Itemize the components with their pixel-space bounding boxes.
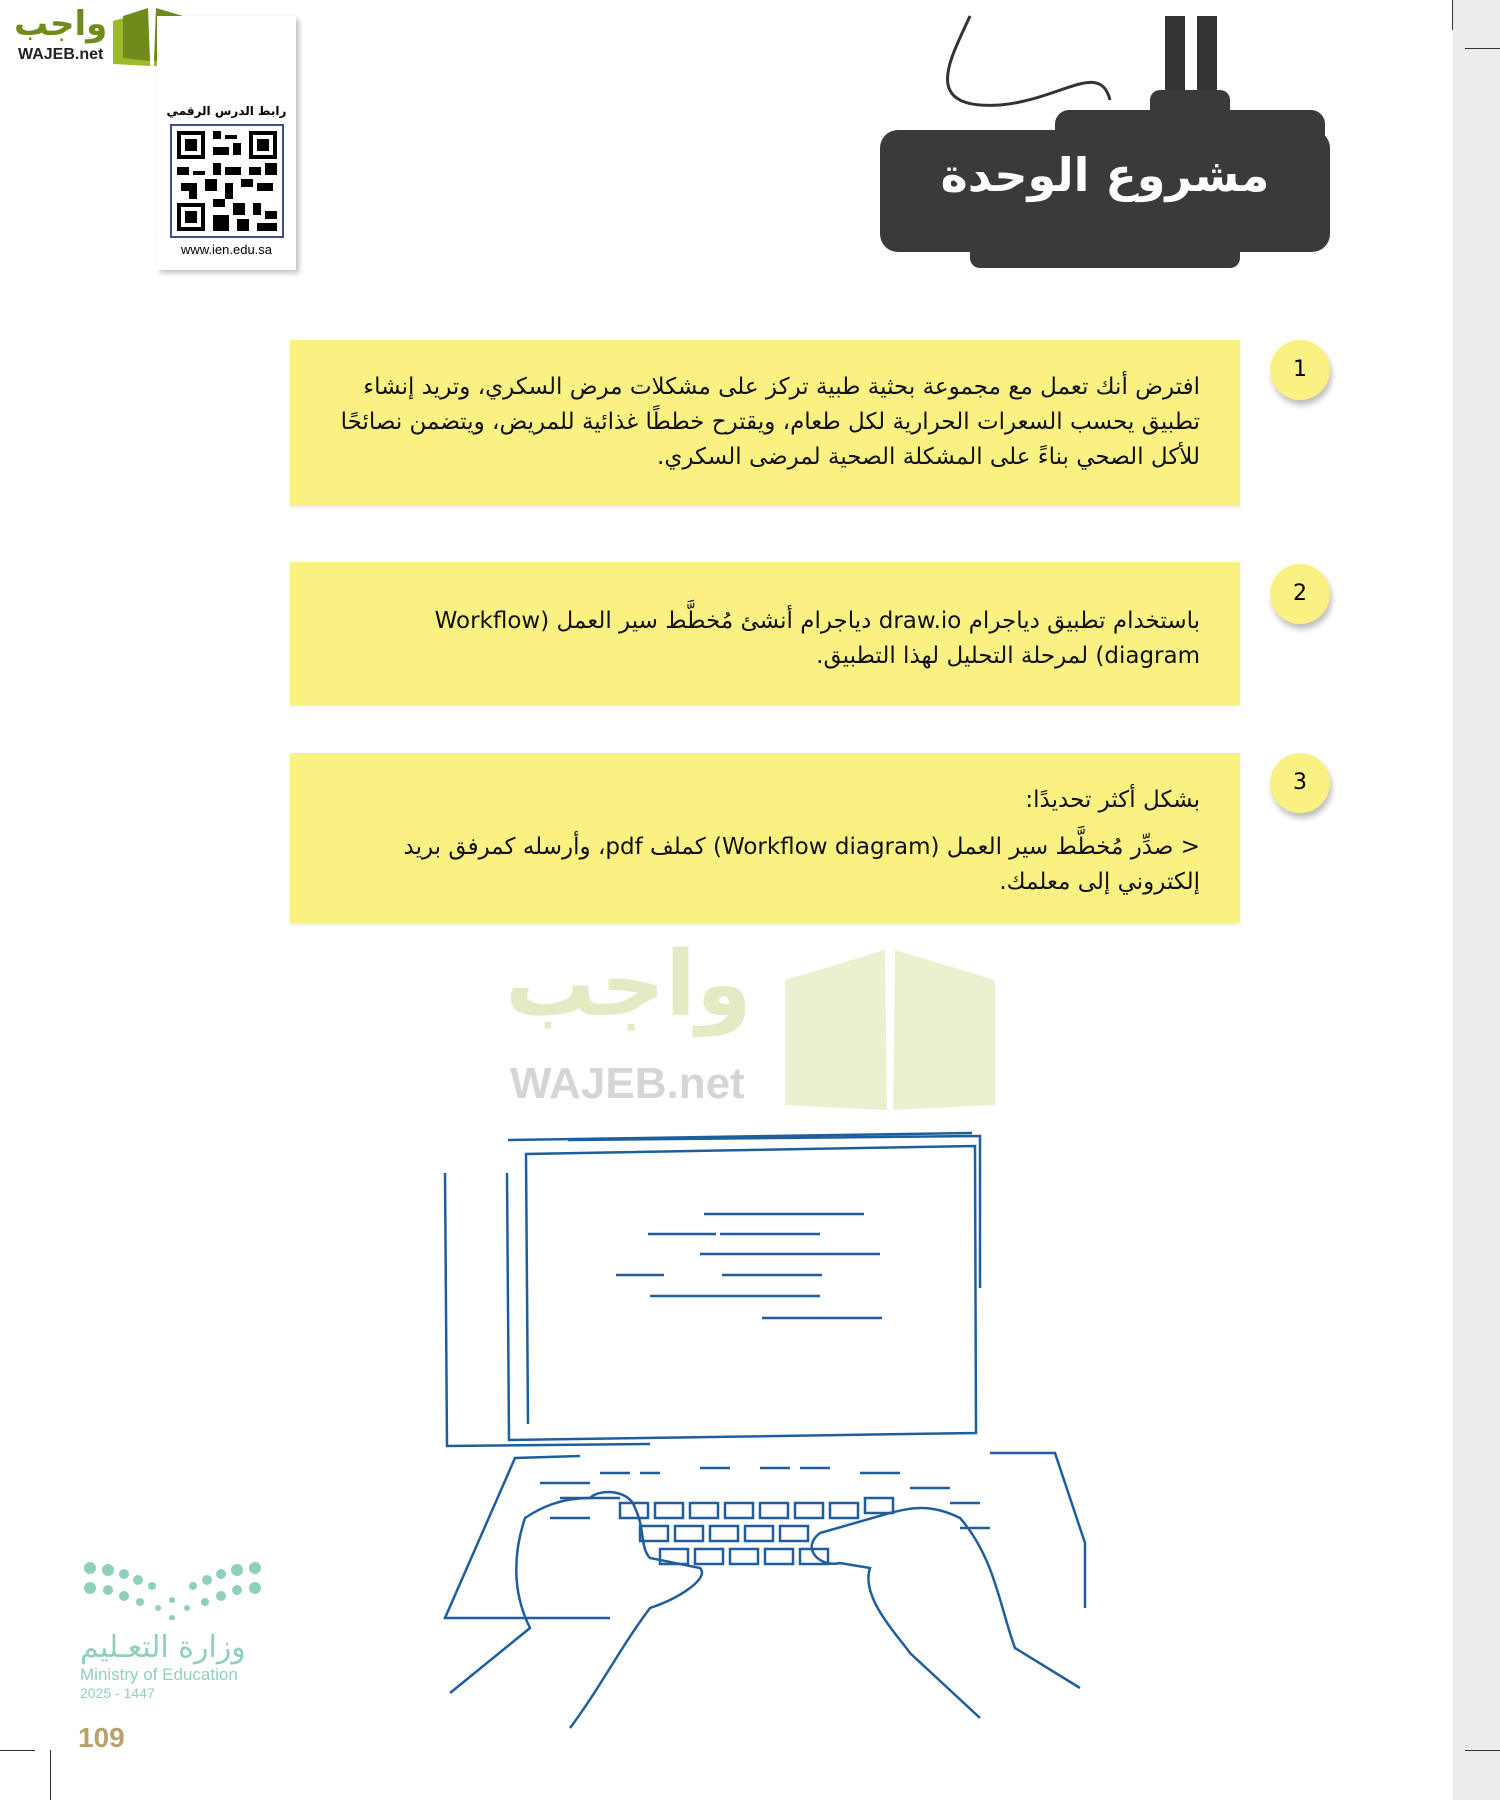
page-number: 109 [78, 1722, 125, 1753]
logo-latin: WAJEB.net [18, 46, 104, 63]
logo-arabic: واجب [14, 4, 108, 44]
task-text: باستخدام تطبيق دياجرام draw.io دياجرام أنشئ مُخطَّط سير العمل (Workflow diagram) لمرحلة التحليل لهذا التطبيق. [434, 608, 1200, 669]
task-text: < صدِّر مُخطَّط سير العمل (Workflow diagram) كملف pdf، وأرسله كمرفق بريد إلكتروني إلى معلمك. [403, 834, 1200, 895]
crop-mark [1465, 1750, 1500, 1751]
crop-mark [50, 1750, 51, 1800]
page-edge-strip [1453, 0, 1500, 1800]
plug-banner-graphic [860, 0, 1340, 270]
crop-mark [1465, 48, 1500, 49]
task-box-3 [290, 753, 1240, 923]
task-number-badge: 2 [1270, 564, 1330, 624]
crop-mark [0, 1750, 35, 1751]
ministry-name-english: Ministry of Education [80, 1665, 238, 1684]
crop-mark [1452, 0, 1453, 30]
task-text: بشكل أكثر تحديدًا: [1025, 787, 1200, 813]
ministry-of-education-logo [80, 1560, 270, 1701]
task-box-1 [290, 340, 1240, 506]
ministry-name-arabic: وزارة التعـليم [80, 1630, 246, 1665]
qr-url[interactable]: www.ien.edu.sa [180, 242, 273, 257]
unit-project-banner [860, 0, 1340, 270]
task-number-badge: 3 [1270, 753, 1330, 813]
qr-label: رابط الدرس الرقمي [166, 104, 287, 118]
watermark-latin: WAJEB.net [510, 1059, 745, 1108]
page-title: مشروع الوحدة [940, 148, 1270, 202]
task-number-badge: 1 [1270, 340, 1330, 400]
laptop-typing-illustration [440, 1128, 1090, 1733]
watermark-book-icon [775, 940, 1005, 1115]
academic-year: 2025 - 1447 [80, 1685, 155, 1701]
task-text: افترض أنك تعمل مع مجموعة بحثية طبية تركز على مشكلات مرض السكري، وتريد إنشاء تطبيق يحسب السعرات الحرارية لكل طعام، ويقترح خططًا غذائية للمريض، ويتضمن نصائحًا للأكل الصحي بناءً على المشكلة الصحية لمرضى السكري. [340, 374, 1200, 470]
ministry-dots-emblem [80, 1560, 265, 1620]
watermark-arabic: واجب [505, 932, 752, 1037]
watermark [505, 930, 1005, 1120]
qr-card[interactable] [157, 16, 296, 270]
qr-code[interactable] [170, 124, 284, 238]
task-box-2 [290, 562, 1240, 705]
